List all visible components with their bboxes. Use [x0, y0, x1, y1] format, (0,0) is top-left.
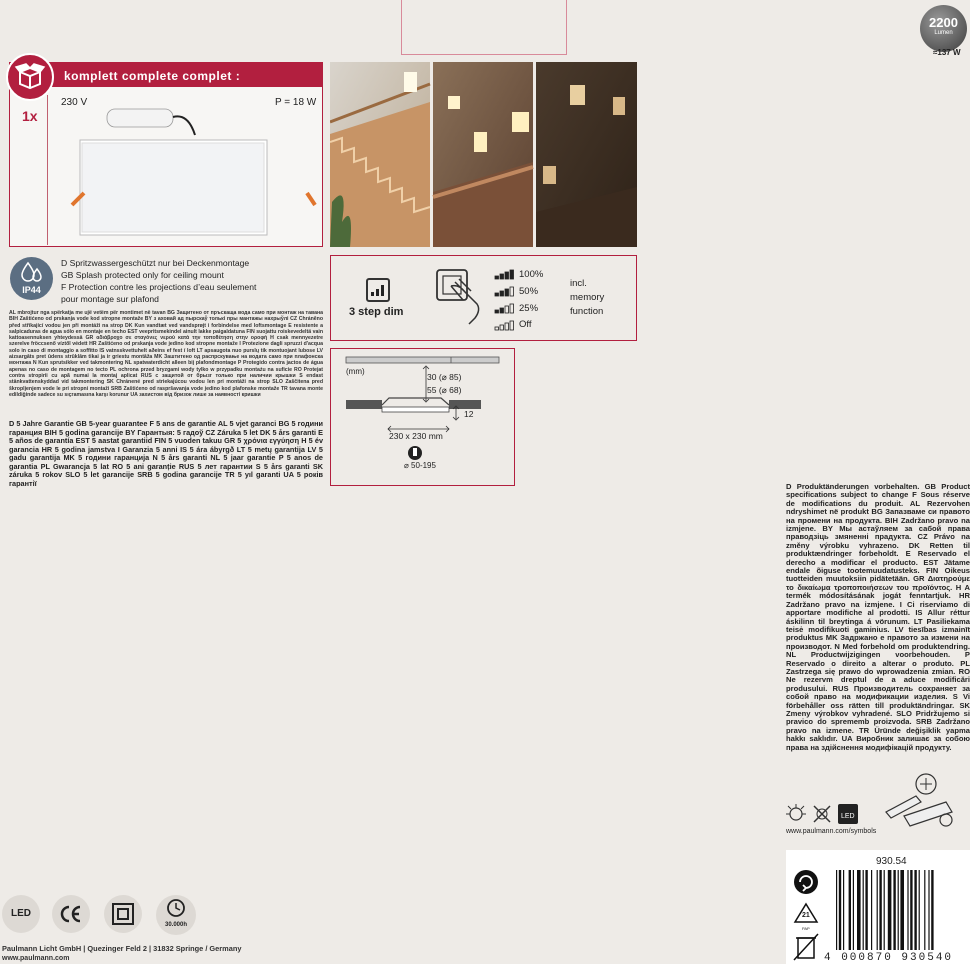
level-50: 50%	[519, 286, 539, 297]
barcode-bar	[928, 870, 929, 950]
symbols-row	[786, 772, 970, 832]
top-label-box	[401, 0, 567, 55]
level-bar	[495, 310, 499, 313]
barcode-bar	[888, 870, 892, 950]
thickness: 12	[464, 409, 474, 419]
panel-illustration	[50, 95, 320, 245]
level-bar	[505, 306, 509, 313]
level-bar	[500, 274, 504, 279]
splash-gb: GB Splash protected only for ceiling mount	[61, 270, 224, 280]
level-bar	[495, 276, 499, 279]
level-off: Off	[519, 319, 532, 330]
barcode-bar	[900, 870, 904, 950]
dimensions-box	[330, 348, 515, 486]
recycle-sub: PAP	[802, 926, 810, 931]
level-25: 25%	[519, 303, 539, 314]
stair-photo-panel	[330, 62, 637, 247]
lamp-icon	[786, 804, 806, 820]
power-label: P = 18 W	[275, 97, 317, 108]
led-badge	[2, 895, 40, 933]
barcode-bar	[879, 870, 881, 950]
svg-text:LED: LED	[841, 813, 855, 820]
contents-quantity: 1x	[22, 108, 38, 124]
switch-hand-icon	[433, 266, 485, 328]
memory-line-3: function	[570, 306, 604, 317]
barcode-bar	[843, 870, 844, 950]
splash-f2: pour montage sur plafond	[61, 294, 159, 304]
barcode-bar	[884, 870, 885, 950]
level-bar	[500, 325, 504, 330]
barcode-digits: 4 000870 930540	[824, 952, 954, 964]
contents-box	[9, 62, 323, 247]
height-2: 55 (⌀ 68)	[427, 385, 462, 395]
level-bar	[505, 272, 509, 279]
barcode-bar	[853, 870, 854, 950]
barcode-bar	[849, 870, 851, 950]
splash-f1: F Protection contre les projections d’eau seulement	[61, 282, 257, 292]
recycle-code: 21	[802, 912, 810, 919]
watt-equivalent: ≈137 W	[933, 48, 961, 57]
article-number: 930.54	[876, 856, 907, 867]
dim-box	[330, 255, 637, 341]
company-address: Paulmann Licht GmbH | Quezinger Feld 2 | 31832 Springe / Germany	[2, 944, 242, 953]
led-badge-label: LED	[11, 908, 31, 919]
level-bar	[500, 291, 504, 296]
level-bar	[510, 287, 514, 296]
warranty-text: D 5 Jahre Garantie GB 5-year guarantee F 5 ans de garantie AL 5 vjet garanci BG 5 години гаранция BIH 5 godina garancije BY Гарантыя: 5 гадоў CZ Záruka 5 let DK 5 års garanti E 5 años de garantía EST 5 aastat garantiid FIN 5 vuoden takuu GR 5 χρόνια εγγύηση H 5 év garancia HR 5 godina jamstva I Garanzia 5 anni IS 5 ára ábyrgð LT 5 metų garantija LV 5 gadu garantija MK 5 години гаранција N 5 års garanti NL 5 jaar garantie P 5 anos de garantia PL Gwarancja 5 lat RO 5 ani garanție RUS 5 лет гарантии S 5 års garanti SK záruka 5 rokov SLO 5 let garancije SRB 5 godina garancije TR 5 yıl garanti UA 5 років гарантії	[9, 420, 323, 488]
contents-header	[22, 63, 322, 87]
lifetime-label: 30.000h	[164, 922, 188, 928]
barcode-bar	[839, 870, 841, 950]
dim-icon	[366, 278, 390, 302]
voltage-label: 230 V	[61, 97, 88, 108]
dim-label: 3 step dim	[349, 306, 404, 318]
ip-rating-label: IP44	[22, 285, 41, 295]
ce-mark	[52, 895, 90, 933]
lumen-value: 2200	[929, 15, 958, 30]
led-icon	[838, 804, 858, 824]
barcode-bar	[914, 870, 916, 950]
barcode-bar	[919, 870, 920, 950]
ip44-icon	[10, 257, 53, 300]
quantity-divider	[47, 95, 48, 245]
level-bar	[510, 321, 514, 330]
installation-icon	[886, 774, 952, 826]
no-dimmer-icon	[814, 806, 830, 822]
legal-text: D Produktänderungen vorbehalten. GB Product specifications subject to change F Sous réserve de modifications du produit. AL Rezervohen ndryshimet në produkt BG Запазваме си правото на промени на продукта. BIH Zadržano pravo na izmjene. BY Мы астаўляем за сабой права праводзіць змяненні прадукта. CZ Právo na změny výrobku vyhrazeno. DK Retten til produktændringer forbeholdt. E Reservado el derecho a modificar el producto. EST Jätame endale õiguse tootemuudatusteks. FIN Oikeus tuotteiden muutoksiin pidätetään. GR Διατηρούμε το δικαίωμα τροποποιήσεων του προϊόντος. H A termék módosításának jogát fenntartjuk. HR Zadržano pravo na izmjene. I Ci riserviamo di apportare modifiche al prodotti. IS Allur réttur áskilinn til breytinga á vörunum. LT Pasiliekama teisė modifikuoti gaminius. LV tiesības izmainīt produktus MK Задржано е правото за измени на производот. N Med forbehold om produktendring. NL Productwijzigingen voorbehouden. P Reservado o direito a alterar o produto. PL Zastrzega się prawo do wprowadzenia zmian. RO Ne rezervm dreptul de a aduce modificări produsului. RUS Производитель сохраняет за собой право на модификации изделия. S Vi förbehåller oss rätten till produktändringar. SK Zmeny výrobkov vyhradené. SLO Pridržujemo si pravico do sprememb proizvoda. SRB Zadržano pravo na izmene. TR Üründe değişiklik yapma hakkı saklıdır. UA Виробник залишає за собою права на здійснення модифікацій продукту.	[786, 483, 970, 752]
lumen-unit: Lumen	[934, 30, 953, 36]
unit-label: (mm)	[346, 367, 365, 376]
lumen-badge	[920, 5, 967, 52]
height-1: 30 (⌀ 85)	[427, 372, 462, 382]
barcode	[834, 870, 970, 954]
barcode-bar	[857, 870, 861, 950]
level-100: 100%	[519, 269, 544, 280]
lifetime-badge	[156, 895, 196, 935]
barcode-bar	[907, 870, 908, 950]
memory-line-1: incl.	[570, 278, 587, 289]
level-bar	[495, 327, 499, 330]
level-bar	[510, 270, 514, 279]
cutout-size: ⌀ 50-195	[404, 461, 436, 470]
level-bars	[494, 267, 516, 331]
level-bar	[505, 289, 509, 296]
barcode-bar	[836, 870, 837, 950]
barcode-bar	[877, 870, 878, 950]
class-ii-icon	[104, 895, 142, 933]
barcode-bar	[910, 870, 912, 950]
memory-line-2: memory	[570, 292, 605, 303]
barcode-bar	[865, 870, 867, 950]
company-website[interactable]: www.paulmann.com	[2, 955, 70, 962]
level-bar	[495, 293, 499, 296]
barcode-bar	[893, 870, 895, 950]
barcode-bar	[898, 870, 899, 950]
barcode-bar	[863, 870, 864, 950]
package-icon	[6, 53, 54, 101]
level-bar	[505, 323, 509, 330]
contents-header-text: komplett complete complet :	[64, 69, 241, 83]
splash-de: D Spritzwassergeschützt nur bei Deckenmontage	[61, 258, 250, 268]
barcode-bar	[931, 870, 933, 950]
symbols-url[interactable]: www.paulmann.com/symbols	[786, 828, 877, 835]
panel-size: 230 x 230 mm	[389, 431, 443, 441]
level-bar	[500, 308, 504, 313]
barcode-bar	[924, 870, 925, 950]
barcode-bar	[871, 870, 872, 950]
barcode-panel	[786, 850, 970, 964]
level-bar	[510, 304, 514, 313]
splash-multilang: AL mbrojtur nga spërkatja me ujë vetëm për montimet në tavan BG Защитено от пръскаща вода само при монтаж на тавана BIH Zaštićeno od prskanja vode kod stropne montaže BY з аховай ад пырскаў толькі пры мантажы нахрыўлі CZ Chráněno před stříkající vodou jen při montáži na strop DK Kun vandtæt ved vandsprøjt i forbindelse med loftsmontage E resistente a salpicaduras de agua sólo en montaje en techo EST veepritsmekindel ainult lakke paigaldatuna FIN suojattu roiskevedeltä vain kattoasennuksen yhteydessä GR αδιάβροχο σε σταγόνες νερού κατά την τοποθέτηση στην οροφή H csak mennyezetre szerelve fröccsenő víztől védett HR Zaštićeno od prskanja vode jedino kod stropne montaže I Protezione dagli spruzzi d'acqua solo in caso di montaggio a soffitto IS vatnsskvettuhelt aðeins ef fest í loft LT apsaugota nuo purslų tik montuojant lubose LV aizsargāts pret ūdens strūklām tikai ja ir griestu montāža MK Заштитено од распрскување на водата само при плафонска монтажа N Kun sprutsikker ved takmontering NL spatwaterdicht alleen bij plafondmontage P Protegido contra jactos de água apenas no caso de montagem no tecto PL ochrona przed bryzgami wody tylko w przypadku montażu na suficie RO Protejat contra stropirii cu apă numai la montaj aplicat RUS с защитой от брызг только при наличии крышки S endast stänkvattenskyddad vid takmontering SK Chránené pred striekajúcou vodou len pri montáži na strop SLO Zaščitena pred škropljenjem vode le pri stropni montaži SRB Zaštićeno od raspršavanja vode jedino kod plafonske montaže TR tavana monte edildiğinde sadece su sıçramasına karşı korunur UA захистом від бризок лише за наявності кришки	[9, 310, 323, 398]
